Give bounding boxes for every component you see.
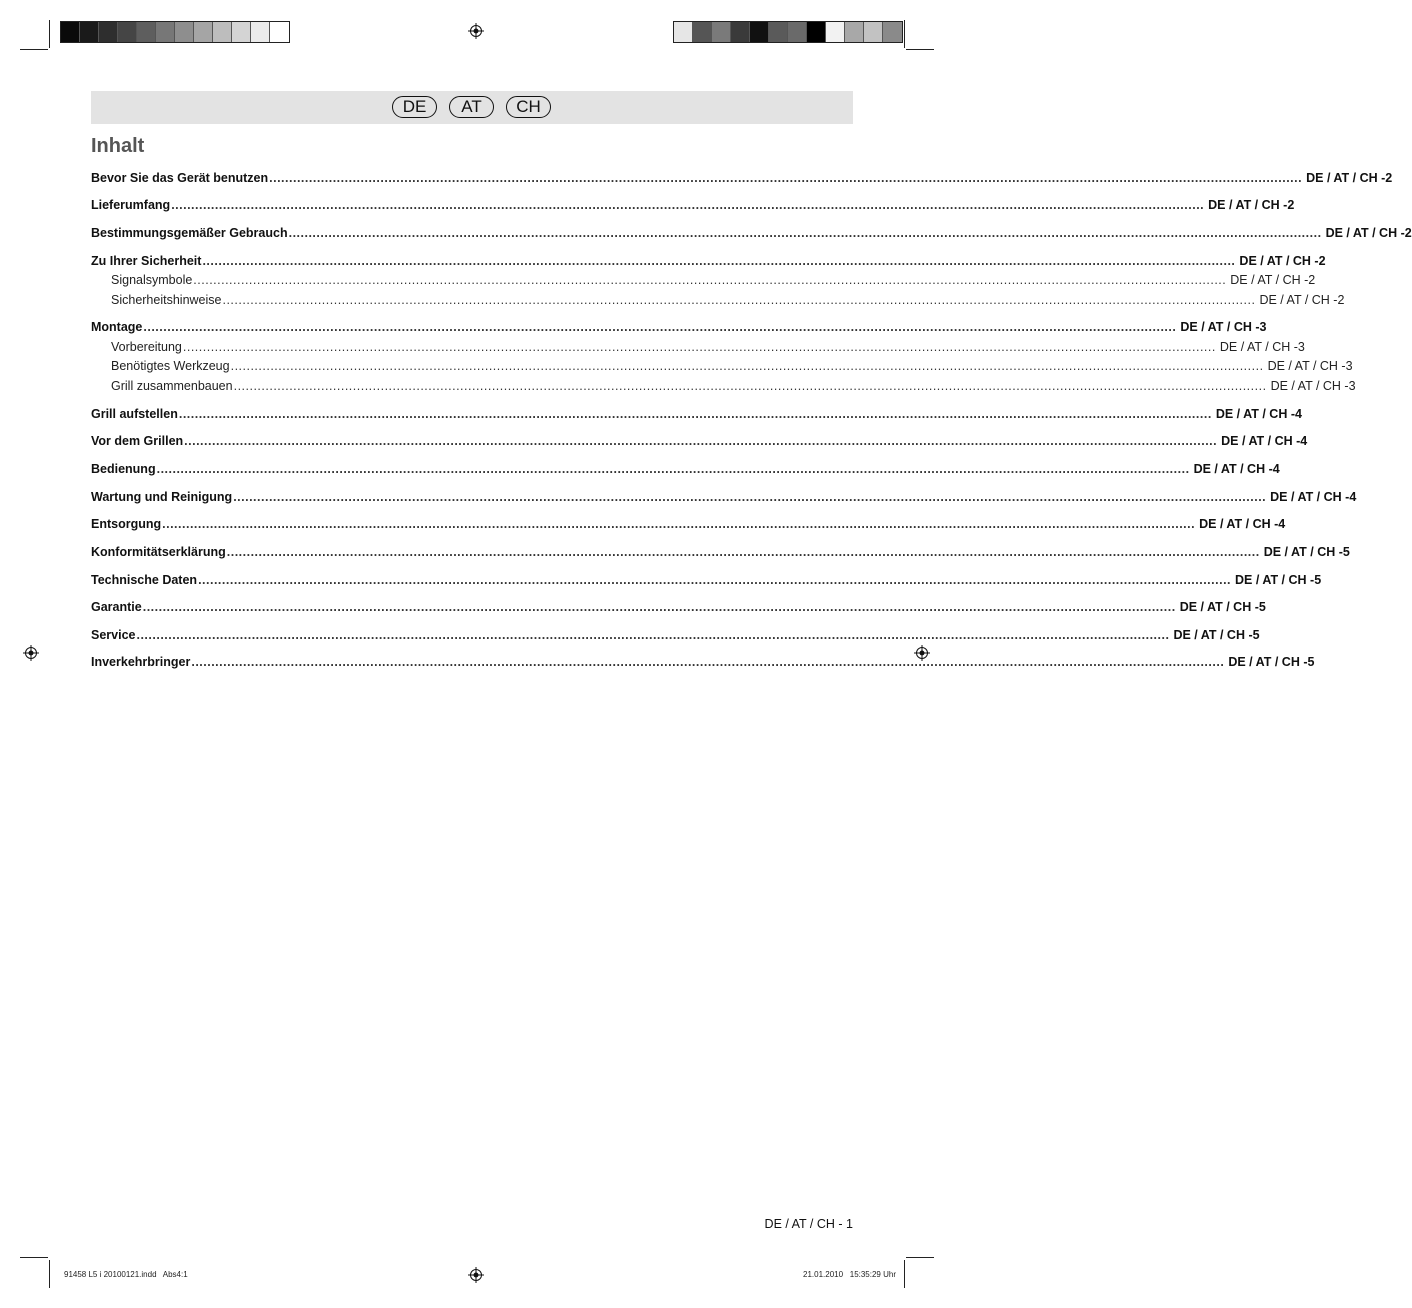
toc-entry-page: DE / AT / CH -2 (1325, 226, 1412, 240)
toc-entry-page: DE / AT / CH -3 (1270, 379, 1356, 393)
toc-leader-dots: .................................................................................................................................................................................................................................................................... (143, 320, 1177, 334)
color-swatch (788, 22, 807, 42)
toc-entry-label: Service (91, 628, 136, 642)
toc-subentry[interactable] (111, 379, 1356, 395)
color-swatch (731, 22, 750, 42)
toc-leader-dots: .................................................................................................................................................................................................................................................................... (230, 359, 1264, 373)
toc-leader-dots: .................................................................................................................................................................................................................................................................... (269, 171, 1303, 185)
toc-leader-dots: .................................................................................................................................................................................................................................................................... (171, 198, 1205, 212)
toc-entry-page: DE / AT / CH -4 (1270, 490, 1357, 504)
toc-entry-label: Bestimmungsgemäßer Gebrauch (91, 226, 288, 240)
color-swatch (864, 22, 883, 42)
toc-entry-page: DE / AT / CH -2 (1239, 254, 1326, 268)
toc-entry-page: DE / AT / CH -2 (1306, 171, 1393, 185)
toc-entry[interactable] (91, 490, 1357, 506)
color-swatch (118, 22, 137, 42)
toc-entry[interactable] (91, 171, 1393, 187)
color-bar-left (60, 21, 290, 43)
language-badge-de: DE (392, 96, 437, 118)
color-swatch (693, 22, 712, 42)
color-swatch (712, 22, 731, 42)
print-slug-date: 21.01.2010 15:35:29 Uhr (803, 1270, 896, 1279)
toc-subentry[interactable] (111, 273, 1316, 289)
toc-leader-dots: .................................................................................................................................................................................................................................................................... (182, 340, 1216, 354)
toc-leader-dots: .................................................................................................................................................................................................................................................................... (191, 655, 1225, 669)
toc-leader-dots: .................................................................................................................................................................................................................................................................... (226, 545, 1260, 559)
color-swatch (845, 22, 864, 42)
crop-mark (20, 49, 48, 50)
crop-mark (906, 1257, 934, 1258)
toc-entry-page: DE / AT / CH -3 (1219, 340, 1305, 354)
toc-entry-page: DE / AT / CH -3 (1180, 320, 1267, 334)
color-swatch (99, 22, 118, 42)
toc-leader-dots: .................................................................................................................................................................................................................................................................... (198, 573, 1232, 587)
page-title: Inhalt (91, 135, 145, 157)
toc-entry-page: DE / AT / CH -5 (1228, 655, 1315, 669)
registration-mark-icon (468, 1267, 484, 1283)
crop-mark (906, 49, 934, 50)
color-swatch (61, 22, 80, 42)
toc-entry-label: Signalsymbole (111, 273, 193, 287)
crop-mark (49, 20, 50, 48)
toc-entry-page: DE / AT / CH -4 (1199, 517, 1286, 531)
toc-entry[interactable] (91, 198, 1295, 214)
toc-leader-dots: .................................................................................................................................................................................................................................................................... (202, 254, 1236, 268)
toc-entry-label: Technische Daten (91, 573, 198, 587)
toc-entry-label: Zu Ihrer Sicherheit (91, 254, 202, 268)
toc-entry-label: Bevor Sie das Gerät benutzen (91, 171, 269, 185)
toc-entry[interactable] (91, 254, 1326, 270)
toc-entry-page: DE / AT / CH -5 (1179, 600, 1266, 614)
toc-entry-label: Grill zusammenbauen (111, 379, 233, 393)
toc-entry[interactable] (91, 517, 1286, 533)
color-swatch (769, 22, 788, 42)
toc-leader-dots: .................................................................................................................................................................................................................................................................... (156, 462, 1190, 476)
crop-mark (49, 1260, 50, 1288)
toc-entry-label: Sicherheitshinweise (111, 293, 222, 307)
crop-mark (20, 1257, 48, 1258)
page-number: DE / AT / CH - 1 (764, 1217, 853, 1231)
toc-entry-page: DE / AT / CH -4 (1221, 434, 1308, 448)
toc-leader-dots: .................................................................................................................................................................................................................................................................... (233, 379, 1267, 393)
toc-entry-label: Entsorgung (91, 517, 162, 531)
toc-entry-label: Vor dem Grillen (91, 434, 184, 448)
color-swatch (251, 22, 270, 42)
toc-entry[interactable] (91, 462, 1280, 478)
toc-subentry[interactable] (111, 293, 1345, 309)
toc-leader-dots: .................................................................................................................................................................................................................................................................... (222, 293, 1256, 307)
color-swatch (807, 22, 826, 42)
toc-entry-page: DE / AT / CH -4 (1215, 407, 1302, 421)
color-swatch (137, 22, 156, 42)
color-swatch (674, 22, 693, 42)
toc-entry-label: Konformitätserklärung (91, 545, 226, 559)
toc-entry[interactable] (91, 434, 1308, 450)
color-swatch (156, 22, 175, 42)
toc-leader-dots: .................................................................................................................................................................................................................................................................... (142, 600, 1176, 614)
toc-entry[interactable] (91, 600, 1266, 616)
toc-leader-dots: .................................................................................................................................................................................................................................................................... (288, 226, 1322, 240)
toc-entry-page: DE / AT / CH -5 (1263, 545, 1350, 559)
toc-entry-page: DE / AT / CH -4 (1193, 462, 1280, 476)
print-slug-file: 91458 L5 i 20100121.indd Abs4:1 (64, 1270, 188, 1279)
toc-leader-dots: .................................................................................................................................................................................................................................................................... (136, 628, 1170, 642)
color-swatch (232, 22, 251, 42)
toc-entry-page: DE / AT / CH -5 (1173, 628, 1260, 642)
toc-entry-label: Benötigtes Werkzeug (111, 359, 230, 373)
toc-entry-page: DE / AT / CH -2 (1259, 293, 1345, 307)
toc-entry[interactable] (91, 545, 1350, 561)
toc-entry-page: DE / AT / CH -2 (1230, 273, 1316, 287)
color-swatch (270, 22, 289, 42)
toc-entry-label: Wartung und Reinigung (91, 490, 233, 504)
registration-mark-icon (468, 23, 484, 39)
color-swatch (750, 22, 769, 42)
toc-entry-label: Lieferumfang (91, 198, 171, 212)
toc-entry-label: Bedienung (91, 462, 156, 476)
toc-entry-label: Montage (91, 320, 143, 334)
color-swatch (883, 22, 902, 42)
toc-leader-dots: .................................................................................................................................................................................................................................................................... (178, 407, 1212, 421)
toc-leader-dots: .................................................................................................................................................................................................................................................................... (233, 490, 1267, 504)
color-swatch (175, 22, 194, 42)
toc-entry-label: Vorbereitung (111, 340, 182, 354)
toc-entry[interactable] (91, 226, 1412, 242)
color-swatch (826, 22, 845, 42)
toc-entry[interactable] (91, 628, 1260, 644)
toc-entry-label: Inverkehrbringer (91, 655, 191, 669)
registration-mark-icon (23, 645, 39, 661)
language-badge-ch: CH (506, 96, 551, 118)
color-bar-right (673, 21, 903, 43)
toc-entry-page: DE / AT / CH -5 (1235, 573, 1322, 587)
toc-entry-label: Garantie (91, 600, 142, 614)
toc-entry[interactable] (91, 655, 1315, 671)
toc-entry[interactable] (91, 573, 1322, 589)
toc-leader-dots: .................................................................................................................................................................................................................................................................... (193, 273, 1227, 287)
toc-subentry[interactable] (111, 359, 1353, 375)
color-swatch (80, 22, 99, 42)
toc-entry[interactable] (91, 407, 1302, 423)
color-swatch (194, 22, 213, 42)
toc-entry-label: Grill aufstellen (91, 407, 178, 421)
toc-leader-dots: .................................................................................................................................................................................................................................................................... (162, 517, 1196, 531)
crop-mark (904, 1260, 905, 1288)
crop-mark (904, 20, 905, 48)
language-badge-at: AT (449, 96, 494, 118)
toc-subentry[interactable] (111, 340, 1305, 356)
toc-leader-dots: .................................................................................................................................................................................................................................................................... (184, 434, 1218, 448)
color-swatch (213, 22, 232, 42)
toc-entry-page: DE / AT / CH -3 (1267, 359, 1353, 373)
toc-entry-page: DE / AT / CH -2 (1208, 198, 1295, 212)
toc-entry[interactable] (91, 320, 1267, 336)
